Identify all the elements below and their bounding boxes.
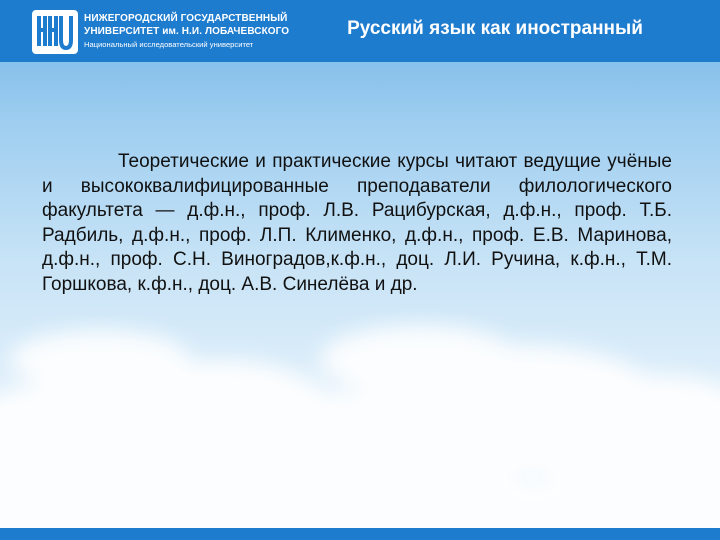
university-logo — [32, 10, 290, 54]
main-content — [42, 150, 672, 297]
university-logo-icon — [32, 10, 78, 54]
logo-text-line1: НИЖЕГОРОДСКИЙ ГОСУДАРСТВЕННЫЙ — [84, 13, 288, 24]
header-bar — [0, 0, 720, 62]
body-paragraph: Теоретические и практические курсы читают ведущие учёные и высококвалифицированные преподаватели филологического факультета — д.ф.н., проф. Л.В. Рацибурская, д.ф.н., проф. Т.Б. Радбиль, д.ф.н., проф. Л.П. Клименко, д.ф.н., проф. Е.В. Маринова, д.ф.н., проф. С.Н. Виноградов,к.ф.н., доц. Л.И. Ручина, к.ф.н., Т.М. Горшкова, к.ф.н., доц. А.В. Синелёва и др. — [42, 151, 672, 295]
footer-bar — [0, 528, 720, 540]
page-title: Русский язык как иностранный — [347, 18, 643, 39]
logo-text-line3: Национальный исследовательский университет — [84, 40, 254, 49]
logo-text-line2: УНИВЕРСИТЕТ им. Н.И. ЛОБАЧЕВСКОГО — [84, 26, 290, 37]
cloud-background — [0, 300, 720, 540]
